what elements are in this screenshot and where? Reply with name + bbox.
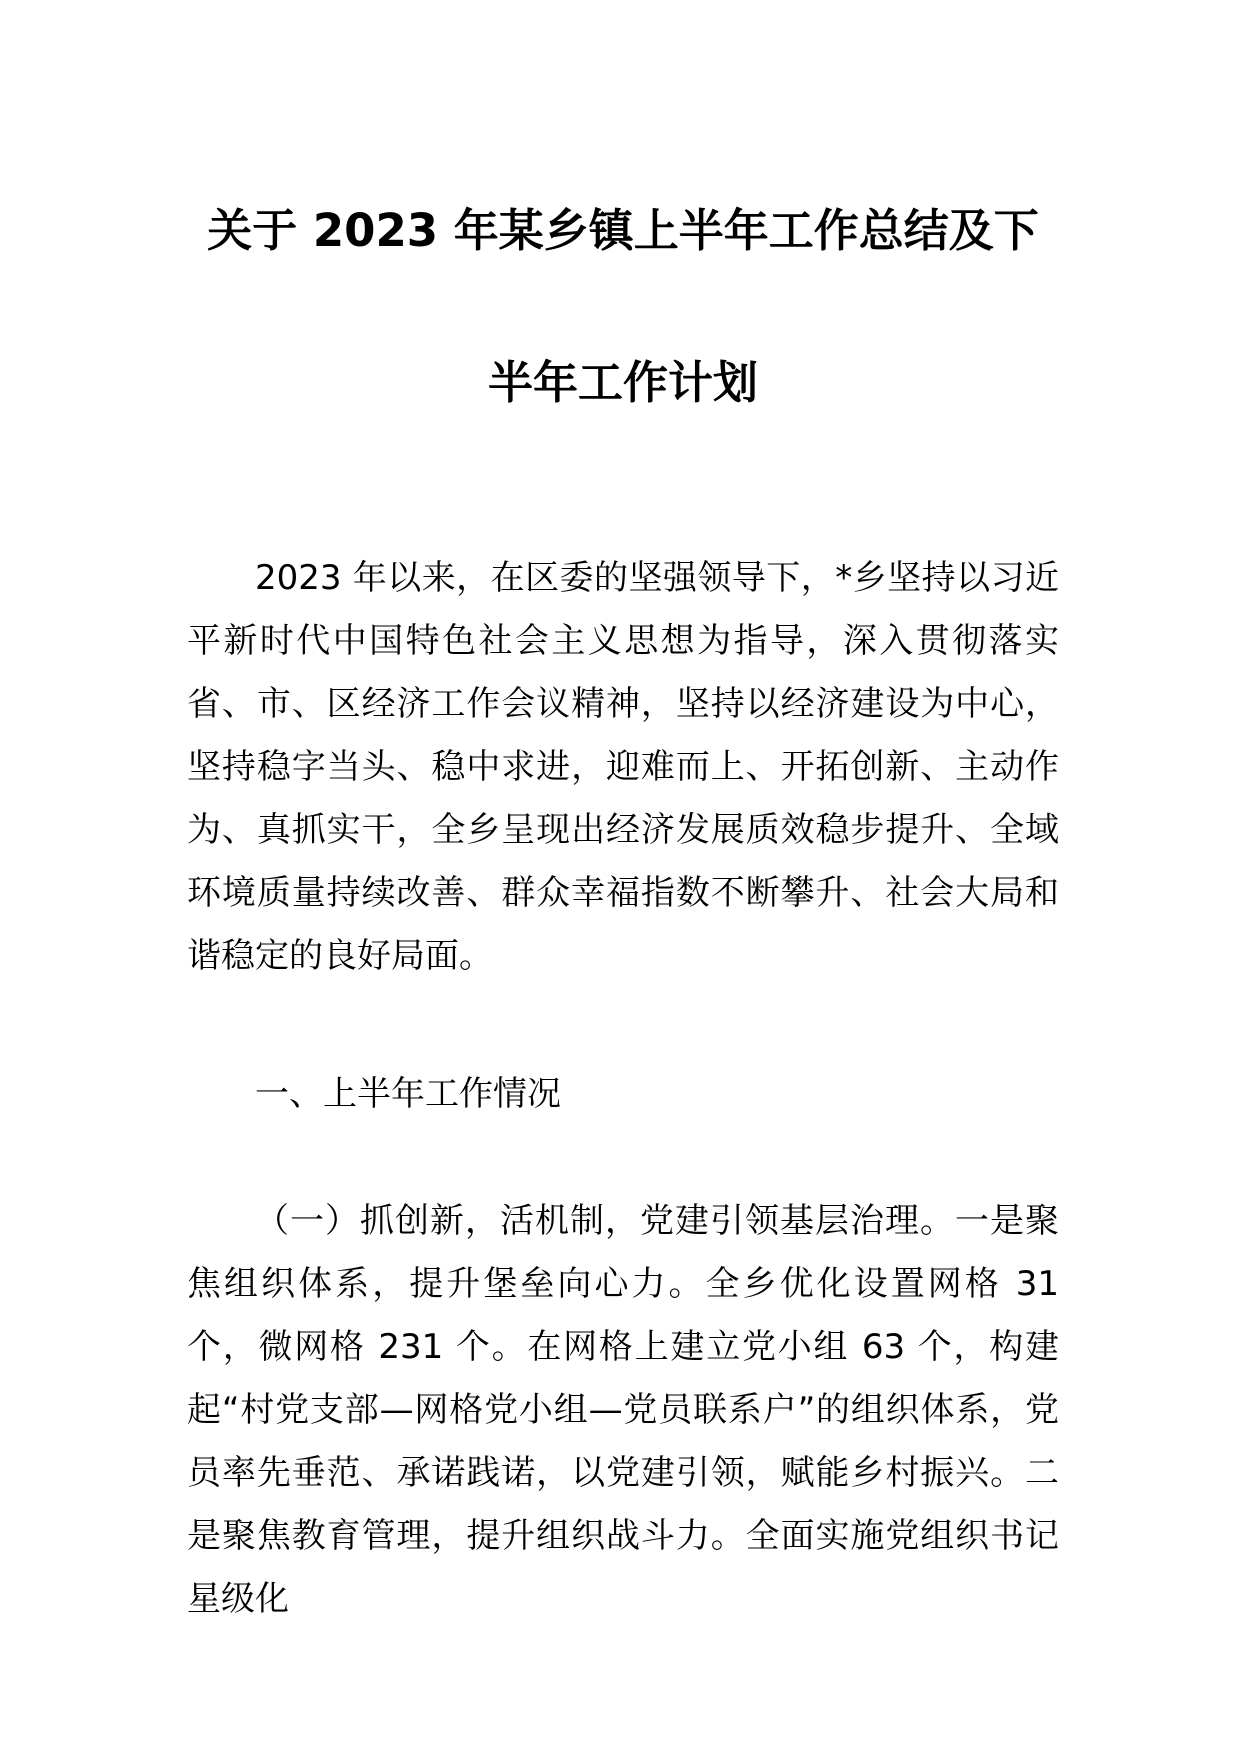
section-heading-first-half-work: 一、上半年工作情况 (255, 1074, 561, 1114)
page-title: 关于 2023 年某乡镇上半年工作总结及下半年工作计划 (207, 204, 1039, 409)
intro-paragraph: 2023 年以来，在区委的坚强领导下，*乡坚持以习近平新时代中国特色社会主义思想为指导，深入贯彻落实省、市、区经济工作会议精神，坚持以经济建设为中心，坚持稳字当头、稳中求进，迎难而上、开拓创新、主动作为、真抓实干，全乡呈现出经济发展质效稳步提升、全域环境质量持续改善、群众幸福指数不断攀升、社会大局和谐稳定的良好局面。 (187, 558, 1059, 976)
section-paragraph-party-building: （一）抓创新，活机制，党建引领基层治理。一是聚焦组织体系，提升堡垒向心力。全乡优化设置网格 31 个，微网格 231 个。在网格上建立党小组 63 个，构建起“村党支部—网格党小组—党员联系户”的组织体系，党员率先垂范、承诺践诺，以党建引领，赋能乡村振兴。二是聚焦教育管理，提升组织战斗力。全面实施党组织书记星级化 (187, 1201, 1059, 1619)
